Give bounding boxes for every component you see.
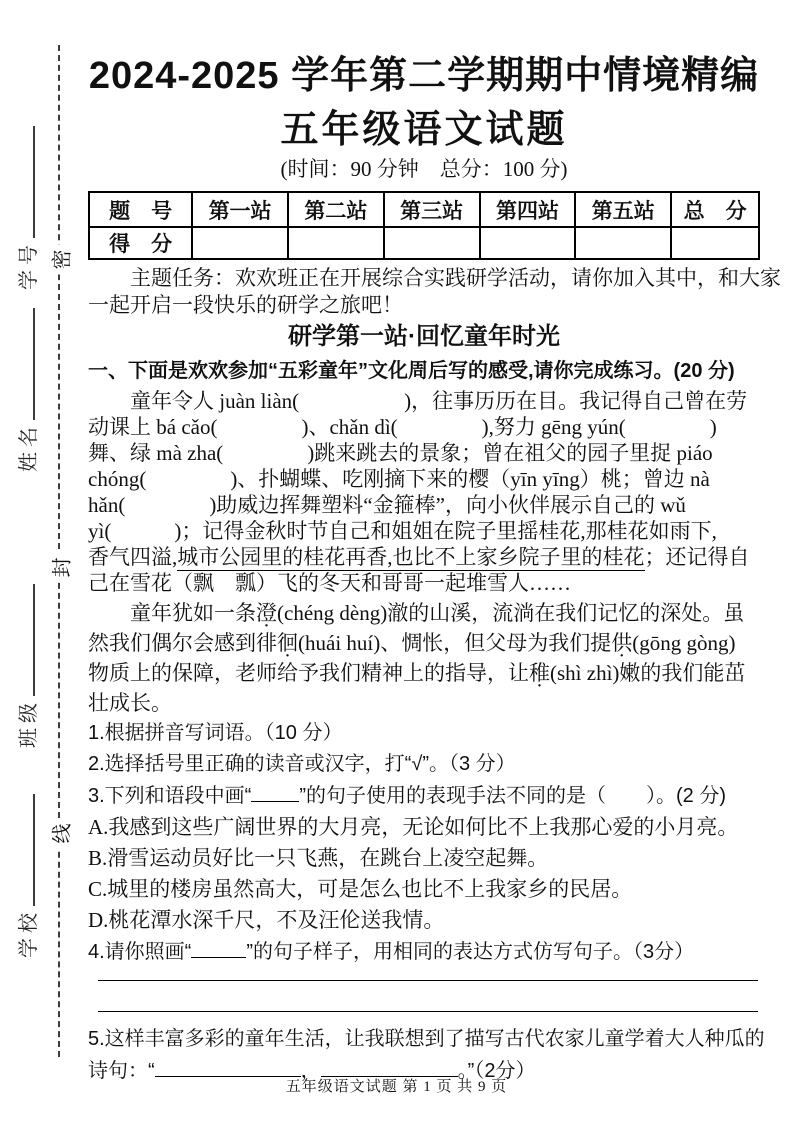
blank-underline	[155, 1055, 301, 1077]
question-3-option-a: A.我感到这些广阔世界的大月亮，无论如何比不上我那心爱的小月亮。	[88, 815, 739, 839]
question-5-line1: 5.这样丰富多彩的童年生活，让我联想到了描写古代农家儿童学着大人种瓜的	[88, 1028, 765, 1050]
text-run: (shì zhì)嫩的我们能茁	[550, 661, 746, 685]
blank-underline	[321, 1055, 458, 1077]
text-run: 4.请你照画“	[88, 941, 192, 963]
score-table-header-cell: 第二站	[288, 192, 384, 227]
class-field	[12, 584, 41, 748]
theme-task	[88, 265, 781, 319]
text-line	[88, 598, 760, 628]
score-cell	[575, 227, 671, 259]
text-line	[88, 518, 760, 544]
answer-write-line	[98, 981, 758, 1012]
student-name-field	[12, 308, 41, 472]
text-run: 然我们偶尔会感到徘	[88, 631, 277, 655]
score-table-header-cell: 总 分	[671, 192, 759, 227]
text-line	[88, 440, 760, 466]
question-2: 2.选择括号里正确的读音或汉字，打“√”。（3 分）	[88, 753, 516, 775]
text-run: 诗句：“	[88, 1060, 155, 1082]
score-table-header-row	[89, 192, 759, 227]
text-run: 香气四溢,	[88, 545, 178, 569]
seal-char-xian: 线	[41, 819, 80, 849]
footer-page-info: 五年级语文试题 第 1 页 共 9 页	[285, 1079, 508, 1095]
question-3-option-c: C.城里的楼房虽然高大，可是怎么也比不上我家乡的民居。	[88, 877, 633, 901]
emphasized-char: 稚	[529, 661, 550, 685]
text-run: 舞、绿 mà zha( )跳来跳去的景象；曾在祖父的园子里捉 piáo	[88, 441, 713, 465]
blank-underline	[191, 936, 246, 958]
score-table-header-cell: 第一站	[192, 192, 288, 227]
blank-underline	[251, 780, 299, 802]
text-run: 物质上的保障，老师给予我们精神上的指导，让	[88, 661, 529, 685]
score-table-header-cell: 第四站	[480, 192, 576, 227]
seal-char-feng: 封	[41, 553, 80, 583]
text-line	[88, 628, 760, 658]
class-label: 班级	[18, 698, 40, 748]
score-cell	[192, 227, 288, 259]
text-run: ，	[300, 1060, 321, 1082]
text-line	[88, 492, 760, 518]
passage-paragraph-1	[88, 388, 760, 596]
student-number-write-line	[29, 126, 35, 238]
text-run: 壮成长。	[88, 691, 172, 715]
text-line: 一起开启一段快乐的研学之旅吧！	[88, 293, 403, 317]
passage-paragraph-2	[88, 598, 760, 718]
score-table-header-cell: 第三站	[384, 192, 480, 227]
text-line	[88, 414, 760, 440]
text-run: 3.下列和语段中画“	[88, 785, 252, 807]
emphasized-char: 澄	[256, 601, 277, 625]
text-run: 动课上 bá cǎo( )、chǎn dì( ),努力 gēng yún( )	[88, 415, 717, 439]
text-run: chóng( )、扑蝴蝶、吃刚摘下来的樱（yīn yīng）桃；曾边 nà	[88, 467, 710, 491]
exam-subtitle: 五年级语文试题	[280, 109, 568, 151]
text-line	[88, 688, 760, 718]
seal-dashed-line	[58, 45, 60, 1057]
score-table	[88, 191, 760, 260]
school-field	[12, 794, 41, 958]
text-line	[88, 658, 760, 688]
student-number-label: 学号	[18, 240, 40, 290]
sub-questions	[88, 718, 760, 968]
underlined-text: 城市公园里的桂花再香,也比不上家乡院子里的桂花	[177, 545, 645, 569]
seal-char-mi: 密	[41, 245, 80, 275]
text-run: 童年犹如一条	[88, 601, 256, 625]
text-run: (huái huí)、惆怅，但父母为我们提	[298, 631, 612, 655]
question-4	[88, 936, 760, 968]
question-3-option-d: D.桃花潭水深千尺，不及汪伦送我情。	[88, 908, 445, 932]
text-run: 童年令人 juàn liàn( )，往事历历在目。我记得自己曾在劳	[88, 389, 748, 413]
score-table-header-cell: 第五站	[575, 192, 671, 227]
answer-write-line	[98, 970, 758, 981]
main-content	[88, 42, 781, 1087]
exam-title: 2024-2025 学年第二学期期中情境精编	[88, 55, 760, 97]
student-number-field	[12, 126, 41, 290]
score-cell	[384, 227, 480, 259]
text-run: ”的句子使用的表现手法不同的是（ ）。(2 分)	[299, 785, 727, 807]
student-name-label: 姓名	[18, 422, 40, 472]
text-line	[88, 570, 760, 596]
school-write-line	[29, 794, 35, 906]
score-cell	[288, 227, 384, 259]
score-table-score-row	[89, 227, 759, 259]
school-label: 学校	[18, 908, 40, 958]
text-line	[88, 388, 760, 414]
score-table-header-cell: 题 号	[89, 192, 192, 227]
text-run: ；还记得自	[644, 545, 750, 569]
score-cell	[671, 227, 759, 259]
score-cell	[480, 227, 576, 259]
emphasized-char: 供	[611, 631, 633, 655]
text-run: (chéng dèng)澈的山溪，流淌在我们记忆的深处。虽	[277, 601, 745, 625]
text-line: 主题任务：欢欢班正在开展综合实践研学活动，请你加入其中，和大家	[88, 266, 781, 290]
student-name-write-line	[29, 308, 35, 420]
question-3-option-b: B.滑雪运动员好比一只飞燕，在跳台上凌空起舞。	[88, 846, 549, 870]
emphasized-char: 徊	[277, 631, 298, 655]
station1-title: 研学第一站·回忆童年时光	[288, 323, 560, 350]
question-1: 1.根据拼音写词语。（10 分）	[88, 722, 343, 744]
question-3	[88, 780, 760, 812]
text-run: ”的句子样子，用相同的表达方式仿写句子。（3分）	[246, 941, 695, 963]
question-one-heading: 一、下面是欢欢参加“五彩童年”文化周后写的感受,请你完成练习。(20 分)	[88, 360, 735, 382]
score-row-label: 得 分	[89, 227, 192, 259]
text-run: hǎn( )助威边挥舞塑料“金箍棒”，向小伙伴展示自己的 wǔ	[88, 493, 686, 517]
text-run: yì( )；记得金秋时节自己和姐姐在院子里摇桂花,那桂花如雨下,	[88, 519, 717, 543]
text-run: (gōng gòng)	[632, 631, 736, 655]
text-run: 。”（2分）	[457, 1060, 536, 1082]
class-write-line	[29, 584, 35, 696]
time-total-info: (时间：90 分钟 总分：100 分)	[280, 157, 568, 181]
text-line	[88, 544, 760, 570]
text-run: 己在雪花（飘 瓢）飞的冬天和哥哥一起堆雪人……	[88, 571, 571, 595]
text-line	[88, 466, 760, 492]
